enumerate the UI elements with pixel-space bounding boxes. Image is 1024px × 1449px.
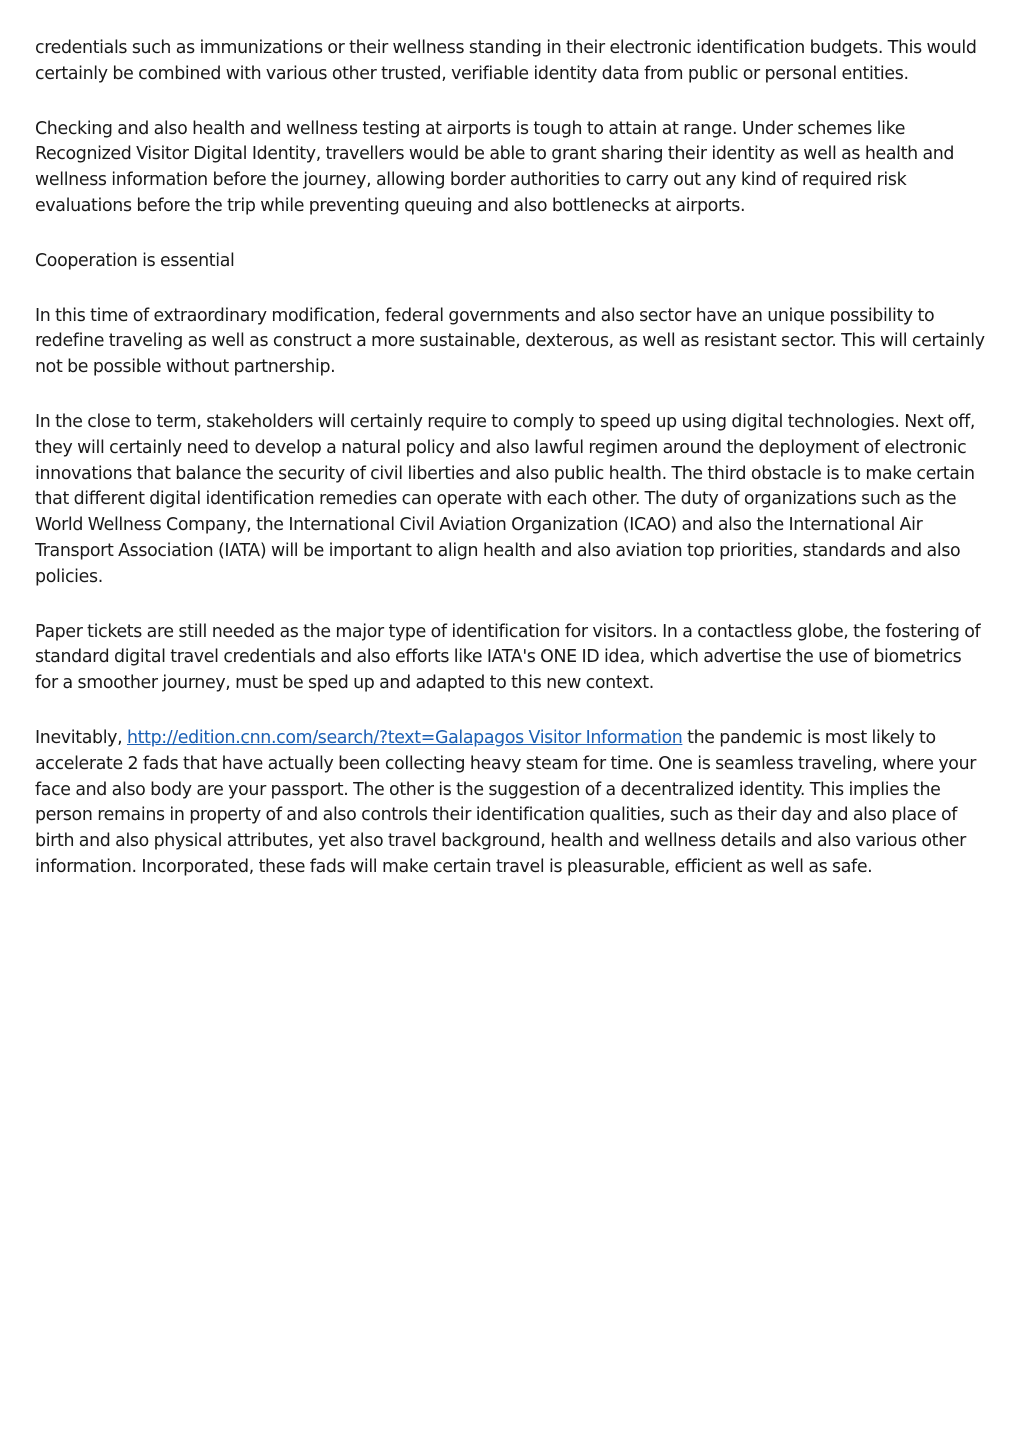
paragraph-inevitably: [35, 726, 987, 881]
paragraph-airport-testing: Checking and also health and wellness testing at airports is tough to attain at range. Under schemes like Recognized Visitor Digital Identity, travellers would be able to grant sharing their identity as well as health and wellness information before the journey, allowing border authorities to carry out any kind of required risk evaluations before the trip while preventing queuing and also bottlenecks at airports.: [35, 118, 955, 216]
paragraph-inevitably-rest: the pandemic is most likely to accelerate 2 fads that have actually been collecting heavy steam for time. One is seamless traveling, where your face and also body are your passport. The other is the suggestion of a decentralized identity. This implies the person remains in property of and also controls their identification qualities, such as their day and also place of birth and also physical attributes, yet also travel background, health and wellness details and also various other information. Incorporated, these fads will make certain travel is pleasurable, efficient as well as safe.: [35, 727, 977, 877]
cnn-search-link[interactable]: http://edition.cnn.com/search/?text=Galapagos Visitor Information: [126, 727, 683, 748]
document-body: [35, 36, 987, 910]
paragraph-inevitably-lead: Inevitably,: [35, 727, 127, 748]
paragraph-credentials: credentials such as immunizations or their wellness standing in their electronic identification budgets. This would certainly be combined with various other trusted, verifiable identity data from public or personal entities.: [35, 38, 977, 84]
section-heading-cooperation: Cooperation is essential: [35, 250, 235, 271]
paragraph-paper-tickets: Paper tickets are still needed as the major type of identification for visitors. In a contactless globe, the fostering of standard digital travel credentials and also efforts like IATA's ONE ID idea, which advertise the use of biometrics for a smoother journey, must be sped up and adapted to this new context.: [35, 621, 981, 694]
paragraph-near-term: In the close to term, stakeholders will certainly require to comply to speed up using digital technologies. Next off, they will certainly need to develop a natural policy and also lawful regimen around the deployment of electronic innovations that balance the security of civil liberties and also public health. The third obstacle is to make certain that different digital identification remedies can operate with each other. The duty of organizations such as the World Wellness Company, the International Civil Aviation Organization (ICAO) and also the International Air Transport Association (IATA) will be important to align health and also aviation top priorities, standards and also policies.: [35, 411, 976, 587]
paragraph-partnership: In this time of extraordinary modification, federal governments and also sector have an unique possibility to redefine traveling as well as construct a more sustainable, dexterous, as well as resistant sector. This will certainly not be possible without partnership.: [35, 305, 985, 378]
